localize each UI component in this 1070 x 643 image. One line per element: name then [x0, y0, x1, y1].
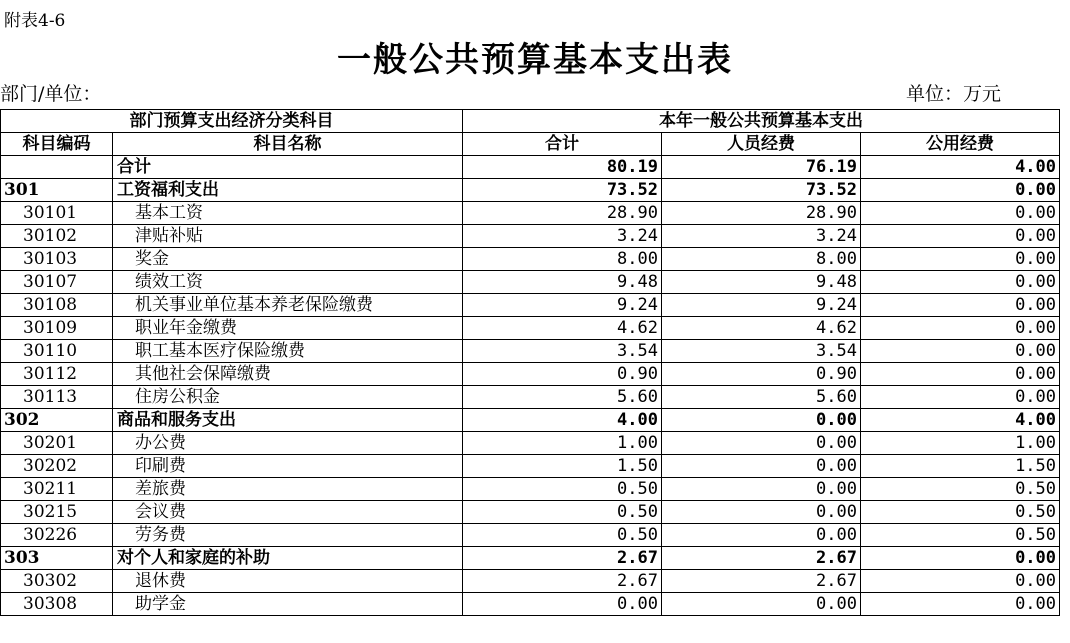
group-header-classification: 部门预算支出经济分类科目	[1, 110, 463, 133]
cell-public: 0.00	[861, 386, 1060, 409]
cell-public: 0.00	[861, 570, 1060, 593]
table-row	[1, 156, 1060, 179]
cell-personnel: 2.67	[662, 570, 861, 593]
cell-total: 5.60	[463, 386, 662, 409]
unit-label: 单位：万元	[906, 83, 1002, 105]
table-row	[1, 225, 1060, 248]
cell-public: 0.00	[861, 271, 1060, 294]
table-row	[1, 478, 1060, 501]
cell-public: 0.00	[861, 593, 1060, 616]
cell-name: 机关事业单位基本养老保险缴费	[113, 294, 463, 317]
cell-public: 0.50	[861, 524, 1060, 547]
cell-personnel: 76.19	[662, 156, 861, 179]
cell-code: 30202	[1, 455, 113, 478]
table-row	[1, 386, 1060, 409]
table-row	[1, 179, 1060, 202]
table-row	[1, 570, 1060, 593]
cell-public: 4.00	[861, 409, 1060, 432]
cell-public: 0.00	[861, 225, 1060, 248]
cell-public: 0.50	[861, 501, 1060, 524]
department-label: 部门/单位：	[0, 83, 102, 105]
table-column-header-row	[1, 133, 1060, 156]
cell-name: 奖金	[113, 248, 463, 271]
cell-name: 退休费	[113, 570, 463, 593]
cell-personnel: 0.00	[662, 455, 861, 478]
cell-total: 1.00	[463, 432, 662, 455]
cell-total: 4.00	[463, 409, 662, 432]
cell-personnel: 3.24	[662, 225, 861, 248]
table-row	[1, 363, 1060, 386]
column-header-public: 公用经费	[861, 133, 1060, 156]
cell-personnel: 3.54	[662, 340, 861, 363]
column-header-total: 合计	[463, 133, 662, 156]
cell-name: 对个人和家庭的补助	[113, 547, 463, 570]
table-row	[1, 340, 1060, 363]
cell-personnel: 5.60	[662, 386, 861, 409]
table-row	[1, 409, 1060, 432]
cell-name: 津贴补贴	[113, 225, 463, 248]
cell-code: 303	[1, 547, 113, 570]
cell-total: 0.50	[463, 478, 662, 501]
cell-personnel: 0.00	[662, 501, 861, 524]
cell-name: 工资福利支出	[113, 179, 463, 202]
cell-total: 3.24	[463, 225, 662, 248]
cell-personnel: 9.48	[662, 271, 861, 294]
cell-name: 助学金	[113, 593, 463, 616]
cell-personnel: 0.00	[662, 524, 861, 547]
cell-code: 30107	[1, 271, 113, 294]
cell-code: 302	[1, 409, 113, 432]
cell-total: 9.24	[463, 294, 662, 317]
cell-code: 30103	[1, 248, 113, 271]
cell-name: 商品和服务支出	[113, 409, 463, 432]
column-header-code: 科目编码	[1, 133, 113, 156]
table-row	[1, 294, 1060, 317]
cell-name: 绩效工资	[113, 271, 463, 294]
cell-total: 73.52	[463, 179, 662, 202]
cell-code: 30113	[1, 386, 113, 409]
cell-total: 3.54	[463, 340, 662, 363]
cell-public: 0.50	[861, 478, 1060, 501]
table-row	[1, 202, 1060, 225]
cell-name: 职工基本医疗保险缴费	[113, 340, 463, 363]
cell-personnel: 8.00	[662, 248, 861, 271]
cell-total: 9.48	[463, 271, 662, 294]
cell-name: 其他社会保障缴费	[113, 363, 463, 386]
cell-public: 0.00	[861, 248, 1060, 271]
cell-code: 30110	[1, 340, 113, 363]
cell-personnel: 0.00	[662, 478, 861, 501]
cell-personnel: 0.00	[662, 593, 861, 616]
cell-personnel: 0.00	[662, 432, 861, 455]
cell-code: 30215	[1, 501, 113, 524]
cell-name: 职业年金缴费	[113, 317, 463, 340]
cell-name: 办公费	[113, 432, 463, 455]
cell-public: 0.00	[861, 363, 1060, 386]
column-header-name: 科目名称	[113, 133, 463, 156]
cell-public: 1.00	[861, 432, 1060, 455]
table-row	[1, 524, 1060, 547]
cell-total: 0.50	[463, 524, 662, 547]
cell-code: 30112	[1, 363, 113, 386]
cell-public: 0.00	[861, 340, 1060, 363]
cell-code: 30201	[1, 432, 113, 455]
cell-name: 基本工资	[113, 202, 463, 225]
cell-total: 0.50	[463, 501, 662, 524]
cell-code: 30211	[1, 478, 113, 501]
table-row	[1, 317, 1060, 340]
cell-code: 30302	[1, 570, 113, 593]
cell-code: 30109	[1, 317, 113, 340]
cell-total: 80.19	[463, 156, 662, 179]
cell-name: 住房公积金	[113, 386, 463, 409]
cell-personnel: 28.90	[662, 202, 861, 225]
table-row	[1, 501, 1060, 524]
cell-code: 30108	[1, 294, 113, 317]
cell-public: 4.00	[861, 156, 1060, 179]
cell-personnel: 73.52	[662, 179, 861, 202]
cell-code: 301	[1, 179, 113, 202]
cell-name: 劳务费	[113, 524, 463, 547]
cell-name: 会议费	[113, 501, 463, 524]
cell-public: 0.00	[861, 547, 1060, 570]
cell-total: 2.67	[463, 547, 662, 570]
cell-code: 30308	[1, 593, 113, 616]
table-row	[1, 432, 1060, 455]
table-row	[1, 593, 1060, 616]
cell-personnel: 0.00	[662, 409, 861, 432]
budget-table	[0, 109, 1060, 616]
cell-personnel: 4.62	[662, 317, 861, 340]
column-header-personnel: 人员经费	[662, 133, 861, 156]
table-row	[1, 547, 1060, 570]
cell-code: 30101	[1, 202, 113, 225]
cell-name: 印刷费	[113, 455, 463, 478]
table-row	[1, 248, 1060, 271]
table-row	[1, 271, 1060, 294]
cell-personnel: 2.67	[662, 547, 861, 570]
cell-code: 30102	[1, 225, 113, 248]
cell-total: 1.50	[463, 455, 662, 478]
table-row	[1, 455, 1060, 478]
cell-name: 合计	[113, 156, 463, 179]
group-header-basic-expenditure: 本年一般公共预算基本支出	[463, 110, 1060, 133]
cell-total: 2.67	[463, 570, 662, 593]
cell-personnel: 9.24	[662, 294, 861, 317]
cell-total: 0.90	[463, 363, 662, 386]
cell-name: 差旅费	[113, 478, 463, 501]
cell-total: 4.62	[463, 317, 662, 340]
attachment-label: 附表4-6	[4, 11, 66, 31]
cell-total: 8.00	[463, 248, 662, 271]
cell-public: 1.50	[861, 455, 1060, 478]
cell-public: 0.00	[861, 317, 1060, 340]
cell-code	[1, 156, 113, 179]
cell-total: 0.00	[463, 593, 662, 616]
table-group-header-row	[1, 110, 1060, 133]
cell-personnel: 0.90	[662, 363, 861, 386]
cell-public: 0.00	[861, 202, 1060, 225]
cell-public: 0.00	[861, 294, 1060, 317]
cell-code: 30226	[1, 524, 113, 547]
cell-total: 28.90	[463, 202, 662, 225]
page-title: 一般公共预算基本支出表	[337, 40, 733, 80]
cell-public: 0.00	[861, 179, 1060, 202]
